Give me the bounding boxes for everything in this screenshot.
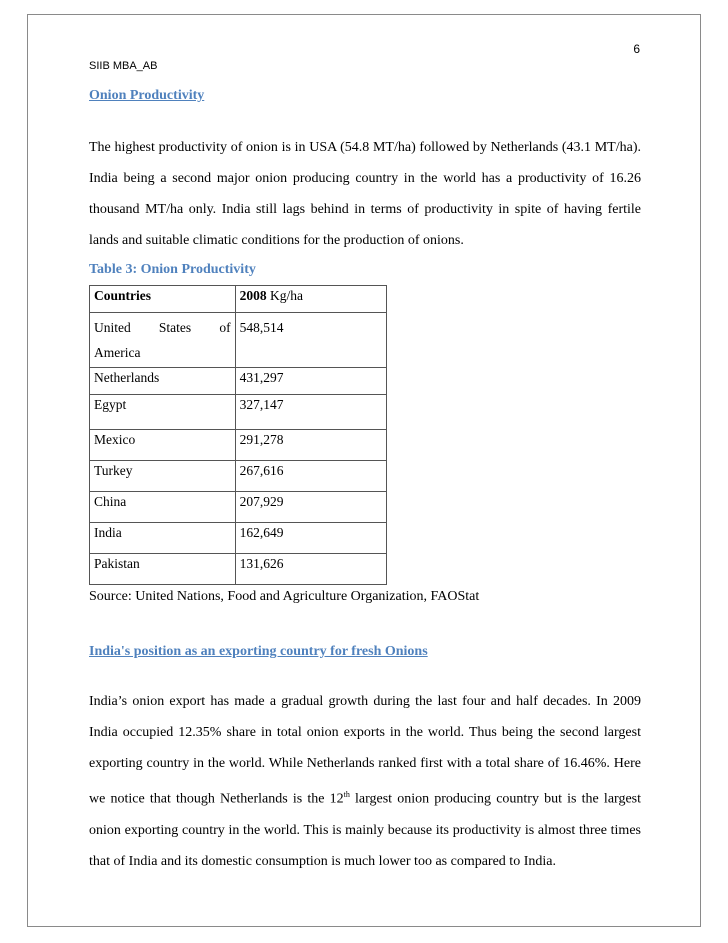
country-line2: America: [94, 345, 141, 360]
value-cell: 327,147: [235, 395, 386, 430]
table-row: [90, 492, 387, 523]
table-row: [90, 523, 387, 554]
country-cell: China: [90, 492, 236, 523]
ordinal-suffix: th: [343, 790, 350, 799]
running-header: SIIB MBA_AB: [89, 60, 158, 72]
page-number: 6: [633, 42, 640, 56]
table-row: [90, 461, 387, 492]
country-cell: Egypt: [90, 395, 236, 430]
country-cell: Mexico: [90, 430, 236, 461]
export-paragraph: [89, 686, 641, 877]
country-cell: Pakistan: [90, 554, 236, 585]
value-cell: 291,278: [235, 430, 386, 461]
country-cell: [90, 313, 236, 368]
productivity-table: [89, 285, 387, 585]
header-countries: Countries: [90, 286, 236, 313]
value-cell: 548,514: [235, 313, 386, 368]
value-cell: 131,626: [235, 554, 386, 585]
header-unit: Kg/ha: [269, 288, 303, 303]
section-heading-onion-productivity[interactable]: Onion Productivity: [89, 88, 205, 103]
country-cell: Turkey: [90, 461, 236, 492]
header-year: 2008: [239, 288, 267, 303]
value-cell: 267,616: [235, 461, 386, 492]
header-year-unit: [235, 286, 386, 313]
value-cell: 162,649: [235, 523, 386, 554]
productivity-paragraph: The highest productivity of onion is in USA (54.8 MT/ha) followed by Netherlands (43.1 MT/ha). India being a second major onion producing country in the world has a productivity of 16.26 thousand MT/ha only. India still lags behind in terms of productivity in spite of having fertile lands and suitable climatic conditions for the production of onions.: [89, 140, 641, 248]
table-row: [90, 554, 387, 585]
value-cell: 207,929: [235, 492, 386, 523]
table-row: [90, 430, 387, 461]
table-row: [90, 313, 387, 368]
export-paragraph-part1: India’s onion export has made a gradual growth during the last four and half decades. In 2009 India occupied 12.35% share in total onion exports in the world. Thus being the second largest exporting country in the world. While Netherlands ranked first with a total share of 16.46%. Here we notice that though Netherlands is the 12: [89, 694, 641, 807]
table-row: [90, 395, 387, 430]
value-cell: 431,297: [235, 368, 386, 395]
country-line1: United States of: [94, 320, 231, 335]
export-paragraph-part2: largest onion producing country but is the largest onion exporting country in the world. This is mainly because its productivity is almost three times that of India and its domestic consumption is much lower too as compared to India.: [89, 791, 641, 869]
table-source: Source: United Nations, Food and Agriculture Organization, FAOStat: [89, 589, 480, 604]
document-body: [89, 84, 641, 877]
table-header-row: [90, 286, 387, 313]
country-cell: Netherlands: [90, 368, 236, 395]
table-row: [90, 368, 387, 395]
table-caption: Table 3: Onion Productivity: [89, 262, 256, 277]
section-heading-exporting[interactable]: India's position as an exporting country for fresh Onions: [89, 644, 428, 659]
country-cell: India: [90, 523, 236, 554]
